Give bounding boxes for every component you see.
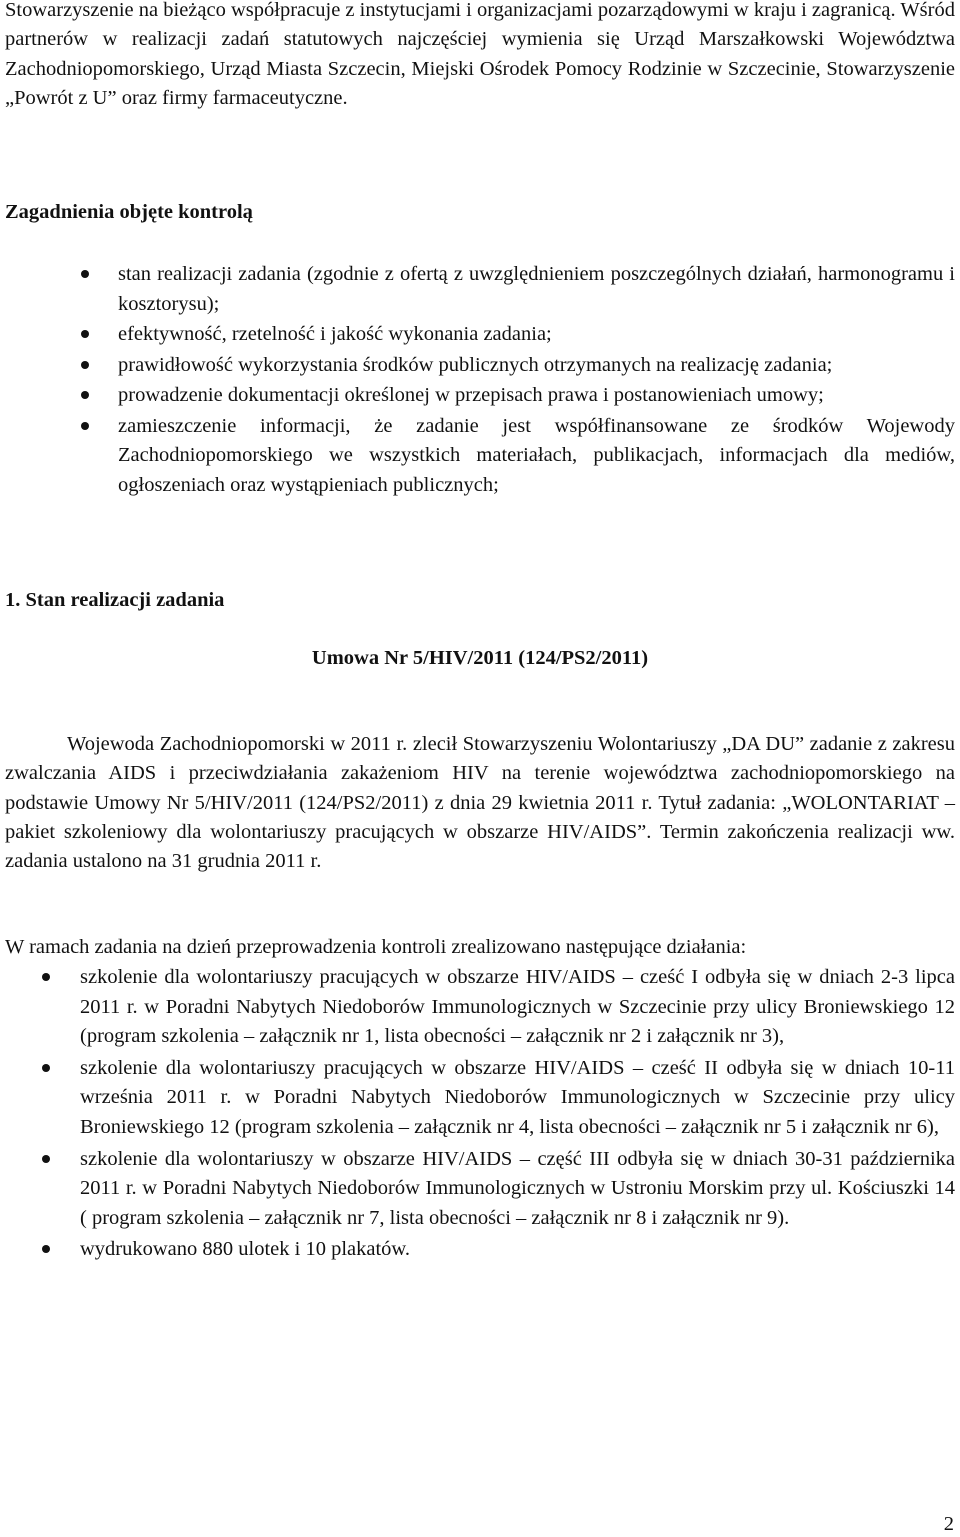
subsection-heading: 1. Stan realizacji zadania [5,589,225,611]
activities-intro: W ramach zadania na dzień przeprowadzenia kontroli zrealizowano następujące działania: [5,936,747,958]
list-item: efektywność, rzetelność i jakość wykonania zadania; [118,320,955,350]
intro-paragraph: Stowarzyszenie na bieżąco współpracuje z instytucjami i organizacjami pozarządowymi w kraju i zagranicą. Wśród partnerów w realizacji zadań statutowych najczęściej wymienia się Urząd Marszałkowski Województwa Zachodniopomorskiego, Urząd Miasta Szczecin, Miejski Ośrodek Pomocy Rodzinie w Szczecinie, Stowarzyszenie „Powrót z U” oraz firmy farmaceutyczne. [5,0,955,109]
section-heading: Zagadnienia objęte kontrolą [5,201,253,223]
control-scope-list [118,260,955,501]
list-item: prowadzenie dokumentacji określonej w przepisach prawa i postanowieniach umowy; [118,381,955,411]
list-item: szkolenie dla wolontariuszy w obszarze HIV/AIDS – część III odbyła się w dniach 30-31 października 2011 r. w Poradni Nabytych Niedoborów Immunologicznych w Ustroniu Morskim przy ul. Kościuszki 14 ( program szkolenia – załącznik nr 7, lista obecności – załącznik nr 8 i załącznik nr 9). [80,1145,955,1234]
list-item: wydrukowano 880 ulotek i 10 plakatów. [80,1235,955,1265]
list-item: szkolenie dla wolontariuszy pracujących w obszarze HIV/AIDS – cześć I odbyła się w dniach 2-3 lipca 2011 r. w Poradni Nabytych Niedoborów Immunologicznych w Szczecinie przy ulicy Broniewskiego 12 (program szkolenia – załącznik nr 1, lista obecności – załącznik nr 2 i załącznik nr 3), [80,963,955,1052]
activities-list [80,963,955,1267]
list-item: szkolenie dla wolontariuszy pracujących w obszarze HIV/AIDS – cześć II odbyła się w dniach 10-11 września 2011 r. w Poradni Nabytych Niedoborów Immunologicznych w Szczecinie przy ulicy Broniewskiego 12 (program szkolenia – załącznik nr 4, lista obecności – załącznik nr 5 i załącznik nr 6), [80,1054,955,1143]
list-item: zamieszczenie informacji, że zadanie jest współfinansowane ze środków Wojewody Zachodniopomorskiego we wszystkich materiałach, publikacjach, informacjach dla mediów, ogłoszeniach oraz wystąpieniach publicznych; [118,412,955,501]
agreement-title: Umowa Nr 5/HIV/2011 (124/PS2/2011) [311,647,649,669]
page-number: 2 [943,1513,954,1535]
list-item: stan realizacji zadania (zgodnie z ofertą z uwzględnieniem poszczególnych działań, harmonogramu i kosztorysu); [118,260,955,319]
list-item: prawidłowość wykorzystania środków publicznych otrzymanych na realizację zadania; [118,351,955,381]
agreement-paragraph: Wojewoda Zachodniopomorski w 2011 r. zlecił Stowarzyszeniu Wolontariuszy „DA DU” zadanie z zakresu zwalczania AIDS i przeciwdziałania zakażeniom HIV na terenie województwa zachodniopomorskiego na podstawie Umowy Nr 5/HIV/2011 (124/PS2/2011) z dnia 29 kwietnia 2011 r. Tytuł zadania: „WOLONTARIAT – pakiet szkoleniowy dla wolontariuszy pracujących w obszarze HIV/AIDS”. Termin zakończenia realizacji ww. zadania ustalono na 31 grudnia 2011 r. [5,733,955,873]
